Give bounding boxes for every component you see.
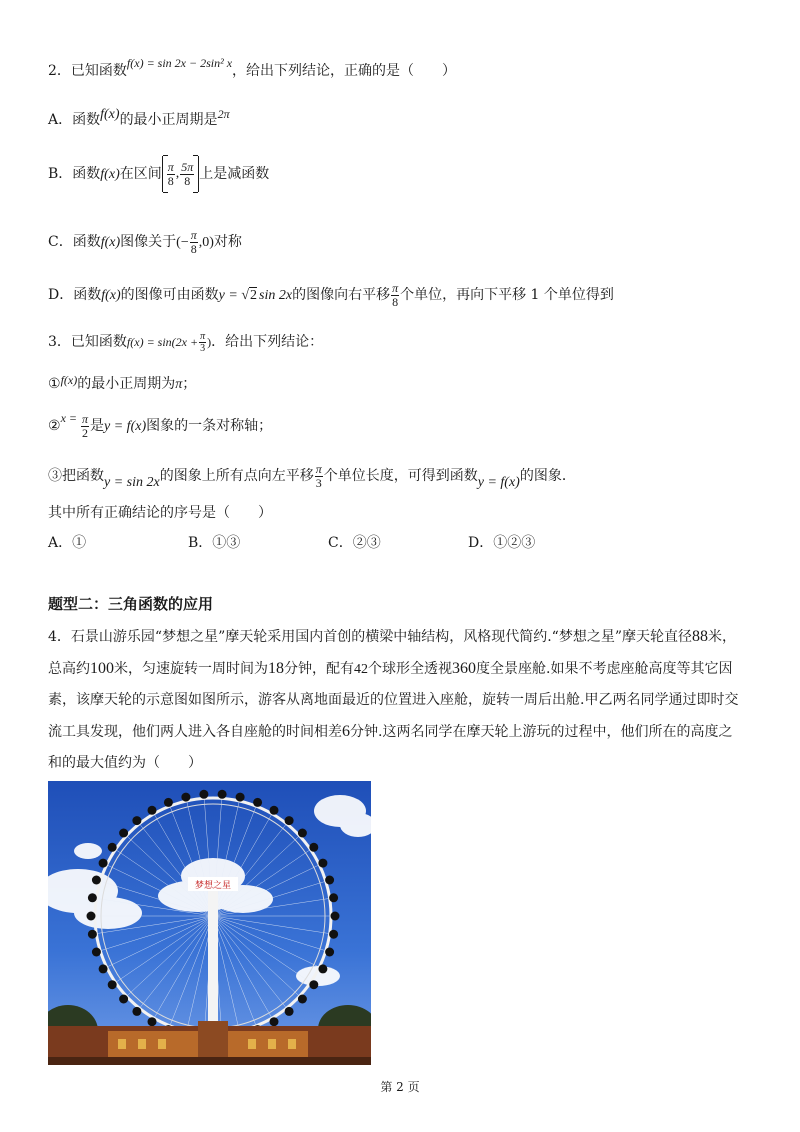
- q2-option-d: D．函数f(x)的图像可由函数y = √2 sin 2x的图像向右平移 $\frac{\pi}{8}$ 个单位，再向下平移 1 个单位得到: [48, 280, 614, 309]
- q3-option-b: B．①③: [188, 535, 241, 551]
- cabin: [92, 948, 101, 957]
- cabin: [132, 1007, 141, 1016]
- hub-sign-text: 梦想之星: [194, 881, 232, 891]
- cabin: [218, 790, 227, 799]
- cabin: [270, 806, 279, 815]
- q3-option-c: C．②③: [328, 535, 381, 551]
- q2-stem: 2．已知函数f(x) = sin 2x − 2sin² x，给出下列结论，正确的是（ ）: [48, 56, 457, 79]
- q3-statement-1: ①f(x)的最小正周期为π；: [48, 373, 197, 392]
- cabin: [309, 843, 318, 852]
- central-tower: [208, 891, 218, 1041]
- cabin: [181, 793, 190, 802]
- cabin: [148, 1017, 157, 1026]
- cabin: [236, 793, 245, 802]
- cabin: [329, 930, 338, 939]
- q2-function: f(x) = sin 2x − 2sin² x: [126, 56, 233, 70]
- cabin: [87, 912, 96, 921]
- cabin: [88, 893, 97, 902]
- interval-bracket: $\frac{\pi}{8}$ , $\frac{5\pi}{8}$: [162, 156, 200, 192]
- q3-options: [48, 533, 608, 553]
- cabin: [298, 829, 307, 838]
- cabin: [108, 980, 117, 989]
- cabin: [99, 964, 108, 973]
- q3-option-d: D．①②③: [468, 535, 536, 551]
- cabin: [270, 1017, 279, 1026]
- cabin: [318, 859, 327, 868]
- cabin: [119, 995, 128, 1004]
- cabin: [329, 893, 338, 902]
- q2-option-c: C．函数f(x)图像关于(− $\frac{\pi}{8}$ ,0)对称: [48, 227, 242, 256]
- cabin: [298, 995, 307, 1004]
- cabin: [199, 790, 208, 799]
- cabin: [132, 816, 141, 825]
- cabin: [99, 859, 108, 868]
- q3-statement-2: ②x = $\frac{\pi}{2}$ 是y = f(x)图象的一条对称轴；: [48, 411, 273, 440]
- section-title: 题型二：三角函数的应用: [48, 595, 214, 613]
- cabin: [148, 806, 157, 815]
- cabin: [325, 948, 334, 957]
- q3-ask: 其中所有正确结论的序号是（ ）: [48, 505, 272, 521]
- cabin: [309, 980, 318, 989]
- cabin: [108, 843, 117, 852]
- ferris-wheel-illustration: [48, 781, 371, 1065]
- q4-line-2: 总高约100米，匀速旋转一周时间为18分钟，配有42个球形全透视360度全景座舱.如果不考虑座舱高度等其它因: [48, 660, 733, 677]
- page-number: 第 2 页: [380, 1080, 420, 1094]
- cabin: [88, 930, 97, 939]
- q3-function: f(x) = sin(2x +: [126, 335, 199, 349]
- q4-text: [48, 621, 764, 779]
- cabin: [331, 912, 340, 921]
- cabin: [92, 876, 101, 885]
- cabin: [325, 876, 334, 885]
- cabin: [285, 1007, 294, 1016]
- q4-line-4: 流工具发现，他们两人进入各自座舱的时间相差6分钟.这两名同学在摩天轮上游玩的过程中，他们所在的高度之: [48, 723, 733, 740]
- cabin: [318, 964, 327, 973]
- cabin: [253, 798, 262, 807]
- q3-stem: 3．已知函数f(x) = sin(2x + $\frac{\pi}{3}$ )．给出下列结论：: [48, 330, 324, 354]
- q4-line-1: 4．石景山游乐园“梦想之星”摩天轮采用国内首创的横梁中轴结构，风格现代简约.“梦想之星”摩天轮直径88米，: [48, 628, 736, 645]
- q2-option-a: A．函数f(x)的最小正周期是2π: [48, 107, 230, 128]
- q2-option-b: B．函数f(x)在区间 $\frac{\pi}{8}$ , $\frac{5\pi}{8}$ 上是减函数: [48, 154, 269, 195]
- q4-line-3: 素，该摩天轮的示意图如图所示，游客从离地面最近的位置进入座舱，旋转一周后出舱.甲乙两名同学通过即时交: [48, 692, 739, 708]
- cabin: [285, 816, 294, 825]
- q3-statement-3: ③把函数y = sin 2x的图象上所有点向左平移 $\frac{\pi}{3}$ 个单位长度，可得到函数y = f(x)的图象．: [48, 461, 576, 490]
- cabin: [164, 798, 173, 807]
- cabin: [119, 829, 128, 838]
- ferris-wheel-photo: [48, 781, 371, 1065]
- q3-option-a: A．①: [48, 535, 87, 551]
- q4-line-5: 和的最大值约为（ ）: [48, 755, 202, 771]
